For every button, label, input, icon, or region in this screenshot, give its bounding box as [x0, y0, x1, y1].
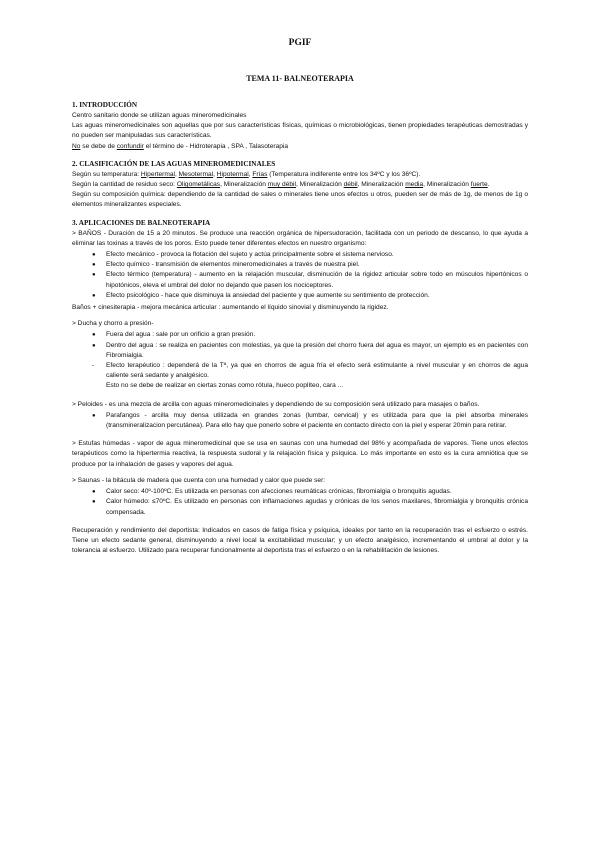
page-header: PGIF — [288, 38, 312, 48]
list-item-text: Efecto térmico (temperatura) - aumento en la relajación muscular, disminución de la rigidez articular sobre todo en músculos hipertónicos o hipotónicos, eleva el umbral del dolor no dejando que pasen los nociceptores. — [106, 271, 528, 289]
paragraph: > Saunas - la bitácula de madera que cuenta con una humedad y calor que puede ser: — [72, 476, 326, 484]
text-run: , Mineralización — [220, 181, 268, 189]
bullet-icon: ● — [92, 499, 96, 506]
bullet-icon: ● — [92, 272, 96, 279]
paragraph: Según su composición química: dependiendo de la cantidad de sales o minerales tiene unos efectos u otros, pueden ser de más de 1g, de menos de 1g o elementos mineralizantes especiales. — [72, 191, 528, 209]
list-item — [94, 361, 528, 392]
list-item-text: Calor seco: 40º-100ºC. Es utilizada en personas con afecciones reumáticas crónicas, fibromialgia o bronquitis agudas. — [106, 488, 452, 496]
underlined-text: Mesotermal — [178, 170, 214, 178]
page-title: TEMA 11- BALNEOTERAPIA — [246, 74, 354, 83]
list-item — [94, 260, 528, 270]
saunas-list — [72, 487, 528, 518]
section-clasificacion — [72, 159, 528, 211]
underlined-text: confundir — [116, 142, 144, 150]
underlined-text: Hipotermal — [216, 170, 249, 178]
peloides-list — [72, 411, 528, 431]
paragraph — [72, 142, 528, 152]
text-run: Según la cantidad de residuo seco: — [72, 181, 177, 189]
list-item — [94, 341, 528, 361]
list-item — [94, 250, 528, 260]
list-item — [94, 411, 528, 431]
dash-icon: - — [92, 362, 95, 370]
list-item-text: Dentro del agua : se realiza en pacientes con molestias, ya que la presión del chorro fuera del agua es mayor, un ejemplo es en pacientes con Fibromialgia. — [106, 341, 528, 359]
paragraph: Las aguas mineromedicinales son aquellas que por sus características físicas, químicas o microbiológicas, tienen propiedades terapéuticas demostradas y no pueden ser manipuladas sus características. — [72, 122, 528, 140]
bullet-icon: ● — [92, 262, 96, 269]
section-introduccion — [72, 100, 528, 152]
section-heading: 2. CLASIFICACIÓN DE LAS AGUAS MINEROMEDICINALES — [72, 159, 276, 168]
underlined-text: muy débil — [267, 181, 296, 189]
underlined-text: débil — [343, 181, 358, 189]
paragraph: Según la cantidad de residuo seco: Oligometálicas, Mineralización muy débil, Mineralización débil, Mineralización media, Mineralización fuerte. — [72, 181, 490, 189]
list-item-text: Fuera del agua : sale por un orificio a gran presión. — [106, 331, 256, 339]
list-item-text: Efecto químico - transmisión de elementos mineromedicinales a través de nuestra piel. — [106, 261, 360, 269]
paragraph: > Estufas húmedas - vapor de agua mineromedicinal que se usa en saunas con una humedad del 98% y acompañada de vapores. Tiene unos efectos terapéuticos como la hipertermia reactiva, la respuesta sudoral y la relajación física y psíquica. Lo más importante en esto es la cura amniótica que se produce por la inhalación de gases y vapores del agua. — [72, 440, 528, 468]
section-heading: 3. APLICACIONES DE BALNEOTERAPIA — [72, 218, 211, 227]
list-item — [94, 291, 528, 301]
underlined-text: Hipertermal — [140, 170, 175, 178]
paragraph-banos: > BAÑOS - Duración de 15 a 20 minutos. Se produce una reacción orgánica de hipersudoración, facilitada con un periodo de descanso, lo que ayuda a eliminar las toxinas a través de los poros. Esto puede tener diferentes efectos en nuestro organismo: — [72, 229, 528, 247]
text-run: , Mineralización — [357, 181, 406, 189]
paragraph: Centro sanitario donde se utilizan aguas mineromedicinales — [72, 112, 247, 119]
underlined-text: fuerte — [470, 181, 488, 189]
bullet-icon: ● — [92, 342, 96, 349]
ducha-list — [72, 330, 528, 391]
bullet-icon: ● — [92, 292, 96, 299]
list-item-text: Efecto psicológico - hace que disminuya la ansiedad del paciente y que aumente su sentimiento de protección. — [106, 291, 430, 299]
text-run: , Mineralización — [295, 181, 344, 189]
bullet-icon: ● — [92, 489, 96, 496]
bullet-icon: ● — [92, 252, 96, 259]
list-item-text: Efecto terapéutico : dependerá de la Tª, ya que en chorros de agua fría el efecto será estimulante a nivel muscular y en chorros de agua caliente será sedante y analgésico. — [106, 362, 528, 380]
paragraph: Según su temperatura: Hipertermal, Mesotermal, Hipotermal, Frías (Temperatura indiferente entre los 34ºC y los 36ºC). — [72, 170, 421, 178]
paragraph: > Peloides - es una mezcla de arcilla con aguas mineromedicinales y dependiendo de su composición será utilizado para masajes o baños. — [72, 400, 480, 408]
list-item — [94, 330, 528, 340]
text-run: , Mineralización — [423, 181, 471, 189]
text-run: Según su temperatura: — [72, 170, 141, 178]
underlined-text: media — [405, 181, 424, 189]
bullet-icon: ● — [92, 412, 96, 419]
paragraph: Recuperación y rendimiento del deportista: Indicados en casos de fatiga física y psíquica, ideales por tanto en la recuperación tras el esfuerzo o estrés. Tiene un efecto sedante general, disminuyendo a nivel local la excitabilidad muscular; y un efecto analgésico, incrementando el umbral al dolor y la tolerancia al esfuerzo. Utilizado para recuperar funcionalmente al deportista tras el esfuerzo o en la rehabilitación de lesiones. — [72, 526, 528, 555]
text-run: se debe de — [80, 142, 117, 150]
list-item — [94, 497, 528, 517]
efectos-list — [72, 250, 528, 301]
list-item-text: Parafangos - arcilla muy densa utilizada en grandes zonas (lumbar, cervical) y es utilizada para que la piel absorba minerales (transmineralizacion percutánea). Para ello hay que ponerlo sobre el paciente en contacto directo con la piel y esperar 20min para retirar. — [106, 411, 528, 430]
text-run: el término de - Hidroterapia , SPA , Talasoterapia — [143, 142, 289, 150]
document-body — [72, 100, 528, 563]
list-item — [94, 487, 528, 497]
section-aplicaciones — [72, 218, 528, 557]
list-item-text: Efecto mecánico - provoca la flotación del sujeto y actúa principalmente sobre el sistema nervioso. — [106, 251, 394, 259]
bullet-icon: ● — [92, 332, 96, 339]
underlined-text: Frías — [252, 170, 268, 178]
text-run: (Temperatura indiferente entre los 34ºC y los 36ºC). — [267, 170, 421, 178]
paragraph: Baños + cinesiterapia - mejora mecánica articular : aumentando el líquido sinovial y disminuyendo la rigidez. — [72, 304, 389, 312]
section-heading: 1. INTRODUCCIÓN — [72, 101, 138, 109]
list-item-text: Calor húmedo: ≤70ºC. Es utilizado en personas con inflamaciones agudas y crónicas de los senos maxilares, fibromialgia y bronquitis crónica compensada. — [106, 498, 528, 516]
underlined-text: Oligometálicas — [176, 181, 221, 189]
list-item-text: Esto no se debe de realizar en ciertas zonas como rótula, hueco poplíteo, cara ... — [106, 382, 344, 390]
list-item — [94, 270, 528, 290]
underlined-text: No — [72, 142, 81, 150]
paragraph: > Ducha y chorro a presión- — [72, 320, 154, 328]
